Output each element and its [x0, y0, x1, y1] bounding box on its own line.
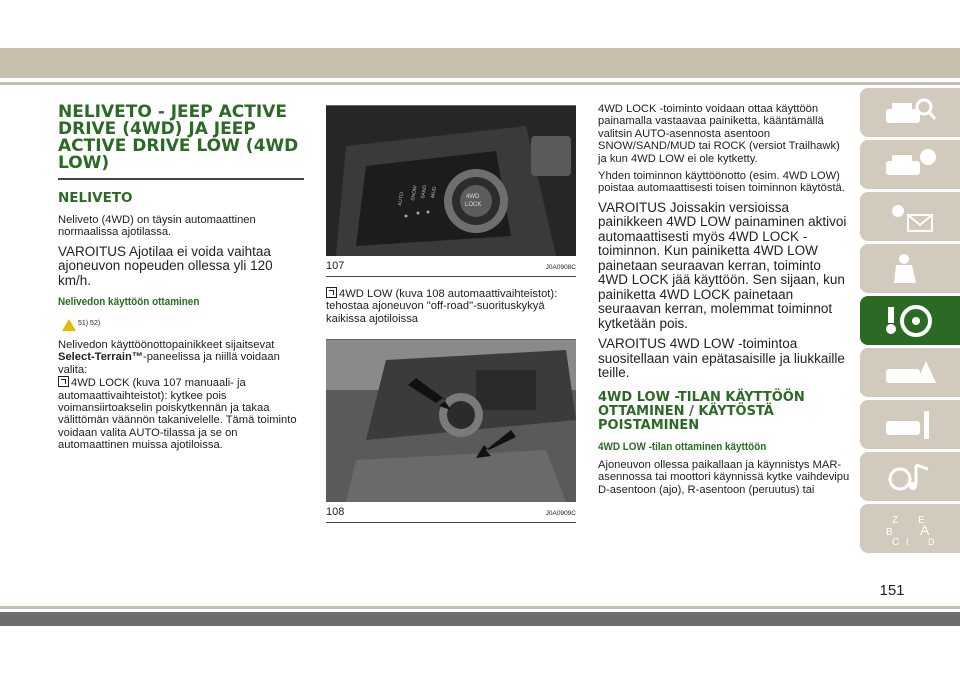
alphabet-index-icon [880, 511, 940, 547]
column-3 [598, 103, 850, 501]
bottom-rule [0, 606, 960, 609]
bottom-band [0, 612, 960, 626]
para-start: Nelivedon käyttöönottopainikkeet sijaitsevat [58, 338, 275, 351]
console-photo-illustration [326, 106, 576, 256]
warning-refs [62, 318, 304, 331]
tab-airbag[interactable] [860, 244, 960, 293]
tab-maintenance[interactable] [860, 400, 960, 449]
warning-button-behavior: VAROITUS Joissakin versioissa painikkeen 4WD LOW painaminen aktivoi automaattisesti myös 4WD LOCK -toiminnon. Kun painiketta 4WD LOW painetaan seuraavan kerran, toiminto 4WD LOCK jää käyttöön. Sen sijaan, kun painiketta 4WD LOCK painetaan seuraavan kerran, molemmat toiminnot kytketään pois. [598, 199, 847, 331]
tab-index[interactable] [860, 504, 960, 553]
index-letter-d: D [928, 536, 935, 547]
warning-speed: VAROITUS Ajotilaa ei voida vaihtaa ajoneuvon nopeuden ollessa yli 120 km/h. [58, 243, 273, 288]
index-letter-z: Z [892, 514, 899, 526]
lock-paragraph: 4WD LOCK -toiminto voidaan ottaa käyttöön painamalla vastaavaa painiketta, kääntämällä valitsin AUTO-asennosta asentoon SNOW/SAND/MUD tai ROCK (versiot Trailhawk) ja kun 4WD LOW ei ole kytketty. [598, 103, 840, 165]
item-4wd-low [326, 287, 576, 325]
knob-label-bottom: LOCK [465, 202, 482, 208]
figure-107-code: J0A0908C [545, 264, 576, 271]
figure-107-photo [326, 105, 576, 256]
figure-107-number: 107 [326, 260, 345, 272]
item-4wd-low-text: 4WD LOW (kuva 108 automaattivaihteistot): tehostaa ajoneuvon "off-road"-suorituskykyä kaikissa ajotiloissa [326, 288, 558, 325]
mode-label-auto: AUTO [397, 191, 406, 207]
seat-safety-icon [880, 251, 940, 287]
para-end: -paneelissa ja niillä voidaan valita: [58, 351, 280, 376]
figure-108-photo [326, 339, 576, 502]
warning-triangle-icon [62, 319, 76, 331]
top-band [0, 48, 960, 78]
tab-dashboard[interactable] [860, 88, 960, 137]
title-underline [58, 178, 304, 180]
tab-emergency[interactable] [860, 348, 960, 397]
refs-text: 51) 52) [78, 320, 101, 328]
warning-road-use: VAROITUS 4WD LOW -toimintoa suositellaan vain epätasaisille ja liukkaille teille. [598, 336, 845, 381]
single-function-paragraph: Yhden toiminnon käyttöönotto (esim. 4WD LOW) poistaa automaattisesti toisen toiminnon käytöstä. [598, 170, 845, 195]
index-letter-i: I [906, 536, 909, 547]
tab-starting-driving[interactable] [860, 296, 960, 345]
section-heading-4wd-low: 4WD LOW -TILAN KÄYTTÖÖN OTTAMINEN / KÄYTÖSTÄ POISTAMINEN [598, 389, 805, 433]
tab-multimedia[interactable] [860, 452, 960, 501]
figure-107-caption [326, 260, 576, 277]
index-letter-c: C [892, 536, 900, 547]
knob-label-top: 4WD [466, 194, 480, 200]
mode-label-mud: MUD [430, 186, 438, 199]
tab-lights-mail[interactable] [860, 192, 960, 241]
index-letter-a: A [920, 521, 930, 538]
figure-108-caption [326, 506, 576, 523]
car-warning-icon [880, 355, 940, 391]
select-terrain-text: Select-Terrain™ [58, 351, 143, 364]
chapter-tabs [860, 88, 960, 556]
intro-text: Neliveto (4WD) on täysin automaattinen normaalissa ajotilassa. [58, 214, 256, 239]
car-search-icon [880, 95, 940, 131]
arrow-box-icon [326, 287, 337, 298]
mode-label-sand: SAND [420, 184, 429, 200]
item-4wd-lock: 4WD LOCK (kuva 107 manuaali- ja automaattivaihteistot): kytkee pois voimansiirtoakselin poiskytkennän ja takaa välittömän väännön takanivelelle. Tämä toiminto voidaan valita AUTO-tilassa ja se on automaattinen muissa ajotiloissa. [58, 377, 297, 452]
index-letter-b: B [886, 526, 893, 538]
buttons-paragraph [58, 339, 304, 452]
tab-safety-info[interactable] [860, 140, 960, 189]
sub-heading-4wd-low: 4WD LOW -tilan ottaminen käyttöön [598, 440, 767, 453]
sub-heading: Nelivedon käyttöön ottaminen [58, 296, 200, 309]
multimedia-icon [880, 459, 940, 495]
steering-wheel-key-icon [880, 303, 940, 339]
car-wrench-icon [880, 407, 940, 443]
top-rule [0, 82, 960, 85]
column-2 [326, 105, 576, 533]
section-heading: NELIVETO [58, 190, 133, 206]
page-number: 151 [879, 582, 905, 599]
light-envelope-icon [880, 199, 940, 235]
arrow-box-icon [58, 376, 69, 387]
console-photo-arrows-illustration [326, 340, 576, 502]
car-info-icon [880, 147, 940, 183]
column-1 [58, 100, 304, 457]
index-letter-e: E [918, 514, 925, 526]
figure-108-code: J0A0909C [545, 510, 576, 518]
figure-108-number: 108 [326, 506, 345, 519]
activation-paragraph: Ajoneuvon ollessa paikallaan ja käynnistys MAR-asennossa tai moottori käynnissä kytke vaihdevipu D-asentoon (ajo), R-asentoon (peruutus) tai [598, 458, 850, 496]
mode-label-snow: SNOW [410, 184, 419, 202]
page-title: NELIVETO - JEEP ACTIVE DRIVE (4WD) JA JEEP ACTIVE DRIVE LOW (4WD LOW) [58, 102, 299, 173]
